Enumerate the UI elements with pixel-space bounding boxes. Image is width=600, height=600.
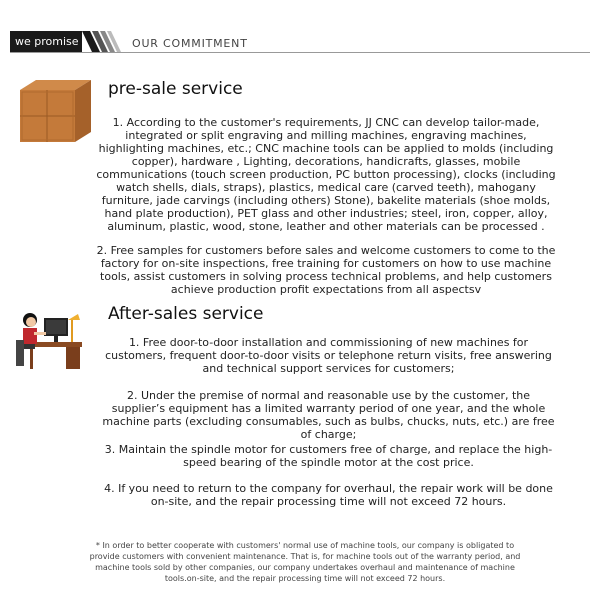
header-title: OUR COMMITMENT xyxy=(132,37,248,50)
we-promise-badge: we promise xyxy=(10,31,82,52)
after-sale-title: After-sales service xyxy=(108,304,264,324)
pre-sale-paragraph-1: 1. According to the customer's requirements, JJ CNC can develop tailor-made, integrated or split engraving and milling machines, engraving machines, highlighting machines, etc.; CNC machine tools can be applied to molds (including copper), hardware , Lighting, decorations, handicrafts, glasses, mobile communications (touch screen production, PC button processing), clocks (including watch shells, dials, straps), plastics, medical care (carved teeth), mahogany furniture, jade carvings (including others) Stone), bakelite materials (shoe molds, hand plate production), PET glass and other industries; steel, iron, copper, alloy, aluminum, plastic, wood, stone, leather and other materials can be processed . xyxy=(96,116,556,233)
commitment-header xyxy=(10,31,590,53)
after-sale-paragraph-1: 1. Free door-to-door installation and commissioning of new machines for customers, frequent door-to-door visits or telephone return visits, free answering and technical support services for customers; xyxy=(105,336,552,375)
office-worker-icon xyxy=(14,302,84,372)
after-sale-paragraph-3: 3. Maintain the spindle motor for customers free of charge, and replace the high-speed bearing of the spindle motor at the cost price. xyxy=(104,443,553,469)
pre-sale-paragraph-2: 2. Free samples for customers before sales and welcome customers to come to the factory for on-site inspections, free training for customers on how to use machine tools, assist customers in solving process technical problems, and help customers achieve production profit expectations from all aspectsv xyxy=(96,244,556,296)
after-sale-paragraph-2: 2. Under the premise of normal and reasonable use by the customer, the supplier’s equipment has a limited warranty period of one year, and the whole machine parts (excluding consumables, such as bulbs, chucks, nuts, etc.) are free of charge; xyxy=(102,389,555,441)
wooden-box-icon xyxy=(18,78,93,144)
header-divider xyxy=(10,52,590,53)
after-sale-paragraph-4: 4. If you need to return to the company for overhaul, the repair work will be done on-site, and the repair processing time will not exceed 72 hours. xyxy=(104,482,553,508)
pre-sale-title: pre-sale service xyxy=(108,79,243,99)
footer-note: * In order to better cooperate with customers' normal use of machine tools, our company is obligated to provide customers with convenient maintenance. That is, for machine tools out of the warranty period, and machine tools sold by other companies, our company undertakes overhaul and maintenance of machine tools.on-site, and the repair processing time will not exceed 72 hours. xyxy=(89,541,521,583)
